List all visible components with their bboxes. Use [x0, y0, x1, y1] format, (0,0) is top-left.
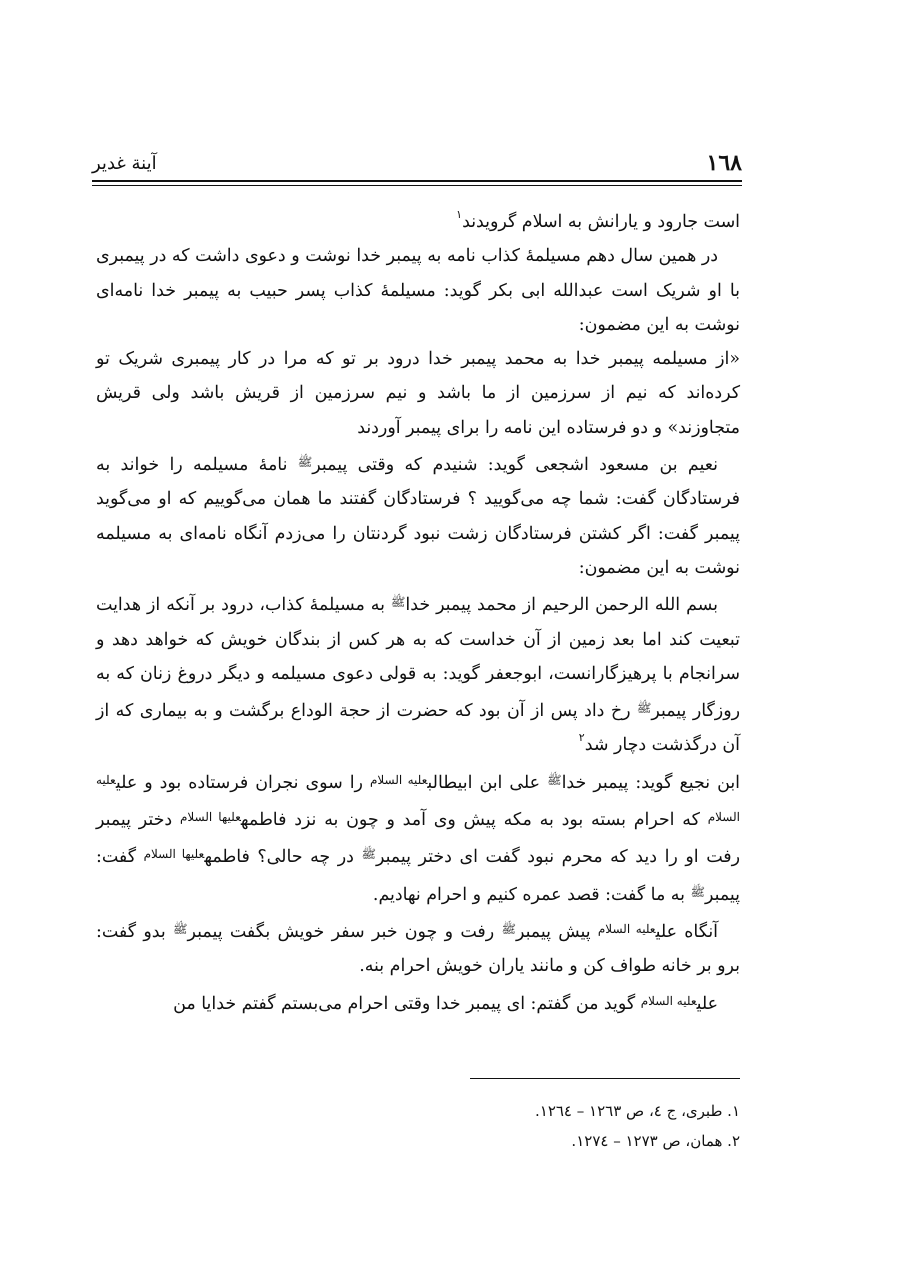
paragraph-6-text-h: به ما گفت: قصد عمره کنیم و احرام نهادیم.: [372, 884, 691, 905]
paragraph-8-text-b: گوید من گفتم: ای پیمبر خدا وقتی احرام می‌بستم گفتم خدایا من: [173, 993, 641, 1014]
paragraph-1-text: است جارود و یارانش به اسلام گرویدند: [462, 212, 740, 232]
footnote-ref-1: ١: [456, 208, 463, 221]
running-title: آینة غدیر: [92, 153, 157, 174]
paragraph-7: [96, 912, 740, 984]
honorific-prophet: ﷺ: [636, 701, 652, 716]
paragraph-2: در همین سال دهم مسیلمهٔ کذاب نامه به پیمبر خدا نوشت و دعوی داشت که در پیمبری با او شریک است عبدالله ابی بکر گوید: مسیلمهٔ کذاب پسر حبیب به پیمبر خدا نامه‌ای نوشت به این مضمون:: [96, 246, 740, 335]
paragraph-6-text-f: در چه حالی؟ فاطمه: [204, 847, 362, 868]
paragraph-5-text-c: رخ داد پس از آن بود که حضرت از حجة الوداع برگشت و به بیماری که از آن درگذشت دچار شد: [96, 701, 740, 756]
paragraph-6-text-b: علی ابن ابیطالب: [427, 772, 548, 793]
footnote-rule: [470, 1078, 740, 1079]
paragraph-4-text-b: نامهٔ مسیلمه را خواند به فرستادگان گفت: شما چه می‌گویید ؟ فرستادگان گفتند ما همان می‌گوییم که او می‌گوید پیمبر گفت: اگر کشتن فرستادگان زشت نبود گردنتان را می‌زدم آنگاه نامه‌ای به مسیلمه نوشت به این مضمون:: [96, 455, 740, 578]
paragraph-6-text-g: گفت: پیمبر: [96, 847, 740, 905]
page-header: [92, 148, 742, 178]
paragraph-6-text-d: که احرام بسته بود به مکه پیش وی آمد و چون به نزد فاطمه: [240, 810, 708, 831]
paragraph-7-text-b: پیش پیمبر: [515, 921, 598, 942]
paragraph-7-text-d: بدو گفت: برو بر خانه طواف کن و مانند یاران خویش احرام بنه.: [96, 921, 740, 977]
paragraph-6-text-c: را سوی نجران فرستاده بود و علی: [115, 772, 370, 793]
paragraph-6-text-a: ابن نجیع گوید: پیمبر خدا: [561, 772, 741, 793]
honorific-fatima: عليها السلام: [143, 847, 205, 862]
header-rule: [92, 180, 742, 186]
honorific-prophet: ﷺ: [690, 884, 705, 899]
page-number: ١٦٨: [706, 150, 742, 176]
footnote-2: ٢. همان، ص ١٢٧٣ – ١٢٧٤.: [571, 1132, 740, 1150]
honorific-fatima: عليها السلام: [179, 810, 241, 825]
footnotes: [96, 1096, 740, 1156]
paragraph-6-text-e: دختر پیمبر رفت او را دید که محرم نبود گفت ای دختر پیمبر: [96, 810, 740, 868]
paragraph-8: [96, 984, 740, 1021]
honorific-prophet: ﷺ: [501, 921, 516, 936]
paragraph-1: [96, 205, 740, 239]
paragraph-5: [96, 585, 740, 762]
paragraph-5-text-b: به مسیلمهٔ کذاب، درود بر آنکه از هدایت تبعیت کند اما بعد زمین از آن خداست که به هر کس از بندگان خویش که خواهد دهد و سرانجام با پرهیزگارانست، ابوجعفر گوید: به قولی دعوی مسیلمه و دیگر دروغ زنان که به روزگار پیمبر: [96, 595, 740, 722]
honorific-prophet: ﷺ: [297, 455, 313, 470]
paragraph-4: [96, 445, 740, 585]
paragraph-8-text-a: علی: [696, 993, 718, 1014]
paragraph-3: «از مسیلمه پیمبر خدا به محمد پیمبر خدا درود بر تو که مرا در کار پیمبری شریک تو کرده‌اند که نیم از سرزمین از ما باشد و نیم سرزمین از قریش باشد ولی قریش متجاوزند» و دو فرستاده این نامه را برای پیمبر آوردند: [96, 349, 740, 438]
paragraph-5-text-a: بسم الله الرحمن الرحیم از محمد پیمبر خدا: [405, 595, 718, 616]
honorific-prophet: ﷺ: [173, 921, 188, 936]
honorific-ali: عليه السلام: [597, 921, 656, 936]
paragraph-7-text-a: آنگاه علی: [655, 921, 718, 942]
honorific-prophet: ﷺ: [390, 595, 406, 610]
paragraph-6: [96, 763, 740, 912]
honorific-prophet: ﷺ: [361, 847, 376, 862]
honorific-ali: عليه السلام: [96, 772, 740, 825]
footnote-ref-2: ٢: [578, 731, 585, 745]
honorific-ali: عليه السلام: [640, 993, 697, 1008]
paragraph-4-text-a: نعیم بن مسعود اشجعی گوید: شنیدم که وقتی پیمبر: [312, 455, 718, 476]
paragraph-7-text-c: رفت و چون خبر سفر خویش بگفت پیمبر: [187, 921, 502, 942]
honorific-prophet: ﷺ: [547, 772, 562, 787]
honorific-ali: عليه السلام: [369, 772, 428, 787]
footnote-1: ١. طبری، ج ٤، ص ١٢٦٣ – ١٢٦٤.: [534, 1102, 740, 1120]
body-text: [96, 205, 740, 1021]
